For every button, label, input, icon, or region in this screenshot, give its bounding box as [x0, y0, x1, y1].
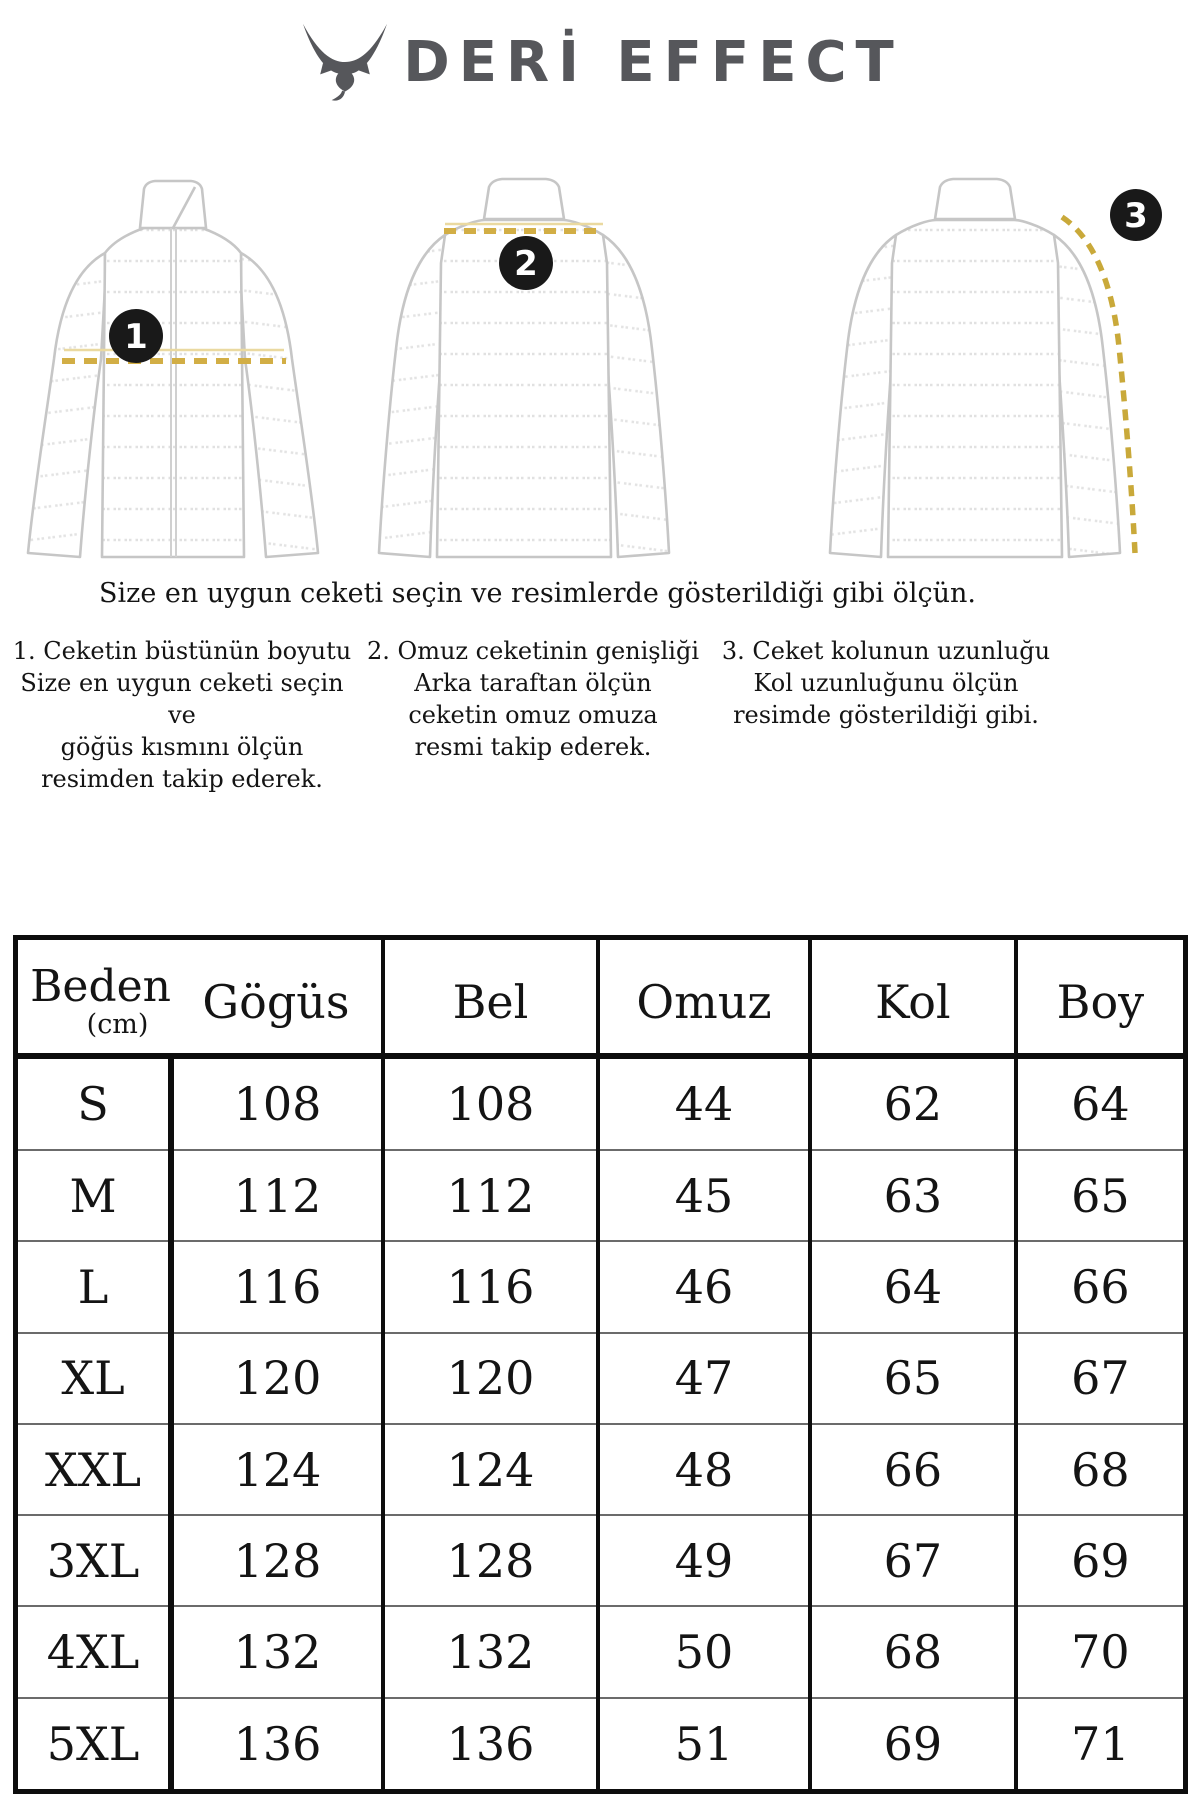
header-unit-note: (cm)	[86, 1008, 149, 1040]
cell-gogus: 136	[233, 1716, 322, 1771]
cell-omuz: 51	[598, 1698, 810, 1792]
instruction-line: ceketin omuz omuza	[408, 700, 658, 729]
cell-gogus: 124	[171, 1424, 383, 1515]
cell-omuz: 44	[598, 1056, 810, 1151]
instruction-line: Size en uygun ceketi seçin ve	[20, 668, 344, 729]
instruction-line: göğüs kısmını ölçün	[60, 732, 304, 761]
instruction-line: 1. Ceketin büstünün boyutu	[12, 637, 352, 665]
instruction-line: 2. Omuz ceketinin genişliği	[366, 637, 700, 665]
jacket-back-diagram	[345, 175, 703, 560]
cell-bel: 108	[383, 1056, 598, 1151]
cell-bel: 128	[383, 1515, 598, 1606]
size-label: 4XL	[16, 1606, 172, 1697]
cell-boy: 67	[1016, 1333, 1186, 1424]
cell-bel: 124	[383, 1424, 598, 1515]
size-label: 3XL	[16, 1515, 172, 1606]
header-gogus: Gögüs	[171, 938, 383, 1056]
instruction-line: 3. Ceket kolunun uzunluğu	[721, 637, 1051, 665]
cell-bel: 116	[383, 1241, 598, 1332]
table-row	[16, 1056, 1186, 1151]
size-label: XXL	[16, 1424, 172, 1515]
table-row	[16, 1333, 1186, 1424]
cell-gogus: 116	[171, 1241, 383, 1332]
svg-text:1: 1	[124, 317, 148, 357]
table-row	[16, 1424, 1186, 1515]
cell-gogus: 112	[171, 1150, 383, 1241]
cell-boy: 68	[1016, 1424, 1186, 1515]
instruction-1	[8, 636, 356, 796]
size-table	[13, 935, 1188, 1794]
cell-omuz: 47	[598, 1333, 810, 1424]
brand-name: DERİ EFFECT	[403, 29, 903, 95]
header-beden-label: Beden	[30, 960, 172, 1012]
cell-kol: 64	[810, 1241, 1016, 1332]
size-label: L	[16, 1241, 172, 1332]
cell-gogus: 120	[171, 1333, 383, 1424]
badge-3	[1110, 189, 1162, 241]
jacket-sleeve-diagram	[765, 175, 1185, 560]
header-kol: Kol	[810, 938, 1016, 1056]
cell-boy: 69	[1016, 1515, 1186, 1606]
table-row	[16, 1515, 1186, 1606]
cell-kol: 62	[810, 1056, 1016, 1151]
instruction-3	[716, 636, 1056, 796]
table-row	[16, 1606, 1186, 1697]
badge-1	[109, 309, 163, 363]
instruction-line: Kol uzunluğunu ölçün	[753, 668, 1019, 697]
intro-instruction: Size en uygun ceketi seçin ve resimlerde gösterildiği gibi ölçün.	[99, 578, 976, 609]
cell-omuz: 49	[598, 1515, 810, 1606]
cell-bel: 112	[383, 1150, 598, 1241]
jacket-front-diagram	[8, 175, 333, 560]
size-label: S	[16, 1056, 172, 1151]
instruction-line: resimde gösterildiği gibi.	[733, 700, 1039, 729]
svg-text:3: 3	[1124, 196, 1148, 236]
instruction-line: resmi takip ederek.	[414, 732, 652, 761]
cell-boy: 71	[1016, 1698, 1186, 1792]
cell-gogus: 108	[171, 1056, 383, 1151]
instruction-line: resimden takip ederek.	[41, 764, 323, 793]
table-row	[16, 1150, 1186, 1241]
cell-kol: 63	[810, 1150, 1016, 1241]
instruction-2	[366, 636, 700, 796]
header-boy: Boy	[1016, 938, 1186, 1056]
cell-kol: 68	[810, 1606, 1016, 1697]
cell-boy: 70	[1016, 1606, 1186, 1697]
size-label: XL	[16, 1333, 172, 1424]
cell-kol: 65	[810, 1333, 1016, 1424]
cell-kol: 66	[810, 1424, 1016, 1515]
cell-omuz: 48	[598, 1424, 810, 1515]
instruction-line: Arka taraftan ölçün	[414, 668, 652, 697]
svg-text:2: 2	[514, 244, 538, 284]
badge-2	[499, 236, 553, 290]
cell-gogus: 128	[171, 1515, 383, 1606]
header-beden	[16, 938, 172, 1056]
cell-omuz: 45	[598, 1150, 810, 1241]
cell-bel: 132	[383, 1606, 598, 1697]
size-table-wrap	[13, 935, 1188, 1794]
brand-logo	[0, 16, 1200, 108]
header-omuz: Omuz	[598, 938, 810, 1056]
table-row	[16, 1241, 1186, 1332]
cell-kol: 67	[810, 1515, 1016, 1606]
cell-kol: 69	[810, 1698, 1016, 1792]
cell-omuz: 50	[598, 1606, 810, 1697]
bull-icon	[297, 20, 393, 104]
cell-boy: 65	[1016, 1150, 1186, 1241]
cell-bel: 136	[383, 1698, 598, 1792]
cell-boy: 66	[1016, 1241, 1186, 1332]
size-label: M	[16, 1150, 172, 1241]
cell-boy: 64	[1016, 1056, 1186, 1151]
instruction-columns	[8, 636, 1070, 796]
table-row	[16, 1698, 1186, 1792]
measurement-diagrams	[0, 175, 1200, 560]
size-label: 5XL	[16, 1698, 172, 1792]
cell-bel: 120	[383, 1333, 598, 1424]
cell-gogus: 132	[171, 1606, 383, 1697]
header-bel: Bel	[383, 938, 598, 1056]
cell-omuz: 46	[598, 1241, 810, 1332]
table-header-row	[16, 938, 1186, 1056]
